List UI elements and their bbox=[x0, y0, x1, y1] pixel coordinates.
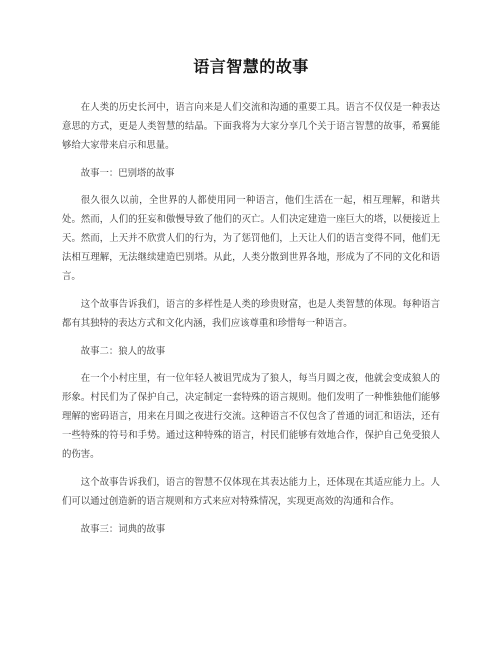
intro-paragraph: 在人类的历史长河中，语言向来是人们交流和沟通的重要工具。语言不仅仅是一种表达意思的方式，更是人类智慧的结晶。下面我将为大家分享几个关于语言智慧的故事，希翼能够给大家带来启示和思量。 bbox=[62, 102, 440, 151]
story2-body: 在一个小村庄里，有一位年轻人被诅咒成为了狼人，每当月圆之夜，他就会变成狼人的形象。村民们为了保护自己，决定制定一套特殊的语言规则。他们发明了一种惟独他们能够理解的密码语言，用来在月圆之夜进行交流。这种语言不仅包含了普通的词汇和语法，还有一些特殊的符号和手势。通过这种特殊的语言，村民们能够有效地合作，保护自己免受狼人的伤害。 bbox=[62, 373, 440, 460]
story3-heading: 故事三：词典的故事 bbox=[80, 524, 166, 535]
story1-body: 很久很久以前，全世界的人都使用同一种语言，他们生活在一起，相互理解，和谐共处。然而，人们的狂妄和傲慢导致了他们的灭亡。人们决定建造一座巨大的塔，以便接近上天。然而，上天并不欣赏人们的行为，为了惩罚他们，上天让人们的语言变得不同，他们无法相互理解，无法继续建造巴别塔。从此，人类分散到世界各地，形成为了不同的文化和语言。 bbox=[62, 195, 440, 282]
story2-heading: 故事二：狼人的故事 bbox=[80, 346, 166, 357]
story1-moral: 这个故事告诉我们，语言的多样性是人类的珍贵财富，也是人类智慧的体现。每种语言都有其独特的表达方式和文化内涵，我们应该尊重和珍惜每一种语言。 bbox=[62, 299, 440, 329]
story2-moral: 这个故事告诉我们，语言的智慧不仅体现在其表达能力上，还体现在其适应能力上。人们可以通过创造新的语言规则和方式来应对特殊情况，实现更高效的沟通和合作。 bbox=[62, 477, 440, 507]
story1-heading: 故事一：巴别塔的故事 bbox=[80, 168, 175, 179]
page-title: 语言智慧的故事 bbox=[193, 57, 309, 76]
